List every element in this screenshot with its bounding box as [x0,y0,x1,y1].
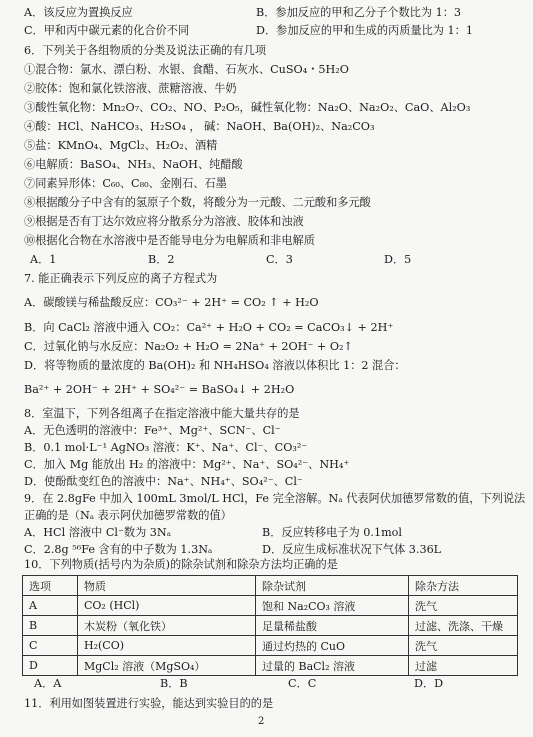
q6-item-5: ⑤盐：KMnO₄、MgCl₂、H₂O₂、酒精 [24,139,218,152]
q10-option-d: D．D [414,677,444,690]
table-cell: 过滤、洗涤、干燥 [409,616,518,636]
q5-option-a: A．该反应为置换反应 [24,6,133,19]
q6-item-7: ⑦同素异形体：C₆₀、C₈₀、金刚石、石墨 [24,177,227,190]
q6-item-4: ④酸：HCl、NaHCO₃、H₂SO₄ ， 碱：NaOH、Ba(OH)₂、Na₂CO₃ [24,120,375,133]
table-row [23,636,518,656]
table-cell: C [23,636,78,656]
table-header-row [23,576,518,596]
q7-stem: 7. 能正确表示下列反应的离子方程式为 [24,272,218,285]
table-cell: 足量稀盐酸 [256,616,409,636]
q7-option-d-equation: Ba²⁺ + 2OH⁻ + 2H⁺ + SO₄²⁻ = BaSO₄↓ + 2H₂O [24,383,295,396]
table-row [23,656,518,676]
q7-option-c: C．过氧化钠与水反应：Na₂O₂ + H₂O = 2Na⁺ + 2OH⁻ + O₂↑ [24,340,353,353]
q6-option-d: D．5 [384,253,412,266]
q6-option-b: B．2 [148,253,175,266]
q7-option-d: D．将等物质的量浓度的 Ba(OH)₂ 和 NH₄HSO₄ 溶液以体积比 1：2 混合： [24,359,406,372]
q6-item-6: ⑥电解质：BaSO₄、NH₃、NaOH、纯醋酸 [24,158,243,171]
q5-option-b: B．参加反应的甲和乙分子个数比为 1：3 [256,6,462,19]
q11-stem: 11．利用如图装置进行实验，能达到实验目的的是 [24,697,274,710]
header-cell: 除杂方法 [409,576,518,596]
q6-item-9: ⑨根据是否有丁达尔效应将分散系分为溶液、胶体和浊液 [24,215,304,228]
q7-option-b: B．向 CaCl₂ 溶液中通入 CO₂：Ca²⁺ + H₂O + CO₂ = CaCO₃↓ + 2H⁺ [24,321,394,334]
q6-option-a: A．1 [30,253,57,266]
header-cell: 除杂试剂 [256,576,409,596]
q9-option-b: B．反应转移电子为 0.1mol [262,526,402,539]
q5-option-c: C．甲和丙中碳元素的化合价不同 [24,24,190,37]
header-cell: 物质 [78,576,256,596]
q6-item-10: ⑩根据化合物在水溶液中是否能导电分为电解质和非电解质 [24,234,315,247]
table-cell: 洗气 [409,596,518,616]
table-cell: 木炭粉（氧化铁） [78,616,256,636]
q8-option-b: B．0.1 mol·L⁻¹ AgNO₃ 溶液：K⁺、Na⁺、Cl⁻、CO₃²⁻ [24,441,308,454]
q10-option-b: B．B [160,677,188,690]
q8-option-a: A．无色透明的溶液中：Fe³⁺、Mg²⁺、SCN⁻、Cl⁻ [24,424,281,437]
q9-stem-line1: 9．在 2.8gFe 中加入 100mL 3mol/L HCl，Fe 完全溶解。Nₐ 代表阿伏加德罗常数的值，下列说法 [24,492,526,505]
table-row [23,616,518,636]
q8-option-d: D．使酚酞变红色的溶液中：Na⁺、NH₄⁺、SO₄²⁻、Cl⁻ [24,475,303,488]
table-cell: MgCl₂ 溶液（MgSO₄） [78,656,256,676]
q6-item-3: ③酸性氧化物：Mn₂O₇、CO₂、NO、P₂O₅，碱性氧化物：Na₂O、Na₂O₂、CaO、Al₂O₃ [24,101,471,114]
table-row [23,596,518,616]
q6-stem: 6．下列关于各组物质的分类及说法正确的有几项 [24,44,267,57]
table-cell: A [23,596,78,616]
table-cell: 饱和 Na₂CO₃ 溶液 [256,596,409,616]
q10-option-c: C．C [288,677,317,690]
table-cell: 洗气 [409,636,518,656]
q6-item-1: ①混合物：氯水、漂白粉、水银、食醋、石灰水、CuSO₄・5H₂O [24,63,349,76]
q9-option-a: A．HCl 溶液中 Cl⁻数为 3Nₐ [24,526,172,539]
q5-option-d: D．参加反应的甲和生成的丙质量比为 1：1 [256,24,473,37]
q6-item-8: ⑧根据酸分子中含有的氢原子个数，将酸分为一元酸、二元酸和多元酸 [24,196,371,209]
q8-option-c: C．加入 Mg 能放出 H₂ 的溶液中：Mg²⁺、Na⁺、SO₄²⁻、NH₄⁺ [24,458,350,471]
table-cell: 通过灼热的 CuO [256,636,409,656]
table-cell: B [23,616,78,636]
q10-stem: 10．下列物质(括号内为杂质)的除杂试剂和除杂方法均正确的是 [24,558,338,571]
q9-option-d: D．反应生成标准状况下气体 3.36L [262,543,442,556]
table-cell: 过滤 [409,656,518,676]
q6-option-c: C．3 [266,253,293,266]
table-cell: 过量的 BaCl₂ 溶液 [256,656,409,676]
table-cell: H₂(CO) [78,636,256,656]
header-cell: 选项 [23,576,78,596]
q7-option-a: A．碳酸镁与稀盐酸反应：CO₃²⁻ + 2H⁺ = CO₂ ↑ + H₂O [24,296,319,309]
table-cell: D [23,656,78,676]
q6-item-2: ②胶体：饱和氯化铁溶液、蔗糖溶液、牛奶 [24,82,237,95]
q10-option-a: A．A [34,677,62,690]
table-cell: CO₂ (HCl) [78,596,256,616]
q10-table [22,575,518,676]
q8-stem: 8．室温下，下列各组离子在指定溶液中能大量共存的是 [24,407,300,420]
q9-option-c: C．2.8g ⁵⁶Fe 含有的中子数为 1.3Nₐ [24,543,213,556]
page-number: 2 [258,716,265,727]
q9-stem-line2: 正确的是（Nₐ 表示阿伏加德罗常数的值） [24,509,232,522]
